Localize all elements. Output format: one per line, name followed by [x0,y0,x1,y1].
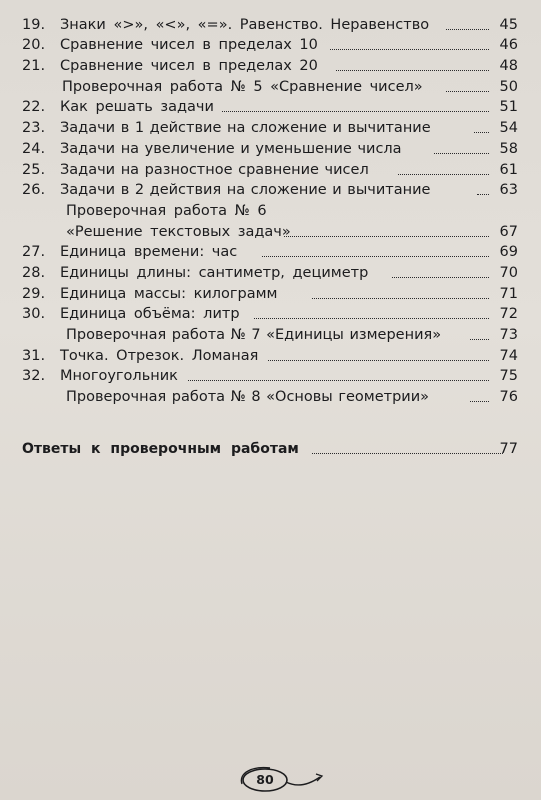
toc-page: 69 [499,244,518,261]
toc-page: 51 [499,99,518,116]
toc-entry-test-6 [0,200,541,221]
toc-entry-19 [0,14,541,35]
toc-page: 48 [499,58,518,75]
toc-entry-27 [0,242,541,263]
toc-number: 31. [22,347,46,364]
dot-leader [312,298,489,299]
dot-leader [330,49,489,50]
toc-title: Задачи в 1 действие на сложение и вычитание [60,120,431,137]
table-of-contents [0,14,541,407]
toc-entry-test-7 [0,324,541,345]
toc-page: 50 [499,78,518,95]
toc-title: Единица массы: килограмм [60,285,278,302]
dot-leader [284,236,489,237]
toc-entry-25 [0,159,541,180]
dot-leader [262,256,489,257]
dot-leader [446,91,489,92]
toc-page: 54 [499,120,518,137]
dot-leader [470,339,489,340]
dot-leader [336,70,489,71]
toc-title: Единица времени: час [60,244,238,261]
toc-number: 21. [22,58,46,75]
toc-page: 46 [499,37,518,54]
toc-number: 29. [22,285,46,302]
toc-title: Точка. Отрезок. Ломаная [60,347,259,364]
toc-page: 75 [499,368,518,385]
toc-page: 74 [499,347,518,364]
toc-page: 67 [499,223,518,240]
toc-number: 26. [22,182,46,199]
toc-page: 70 [499,264,518,281]
dot-leader [470,401,489,402]
dot-leader [268,360,489,361]
toc-entry-30 [0,304,541,325]
toc-number: 23. [22,120,46,137]
toc-entry-29 [0,283,541,304]
toc-page: 77 [499,440,518,457]
toc-entry-28 [0,262,541,283]
toc-number: 32. [22,368,46,385]
toc-page: 58 [499,140,518,157]
toc-entry-23 [0,117,541,138]
toc-number: 30. [22,306,46,323]
dot-leader [434,153,489,154]
toc-title: Проверочная работа № 6 [66,202,267,219]
toc-entry-test-5 [0,76,541,97]
toc-page: 61 [499,161,518,178]
toc-page: 45 [499,16,518,33]
toc-title: Сравнение чисел в пределах 20 [60,58,318,75]
toc-entry-20 [0,35,541,56]
dot-leader [222,111,489,112]
toc-number: 19. [22,16,46,33]
toc-entry-test-6-subtitle [0,221,541,242]
page-number: 80 [256,771,274,787]
toc-title: Проверочная работа № 5 «Сравнение чисел» [62,78,423,95]
toc-title: Знаки «>», «<», «=». Равенство. Неравенство [60,16,430,33]
dot-leader [188,380,489,381]
dot-leader [312,453,503,454]
toc-title: Сравнение чисел в пределах 10 [60,37,318,54]
toc-entry-26 [0,180,541,201]
page-number-ornament [236,764,326,794]
toc-entry-24 [0,138,541,159]
toc-entry-test-8 [0,386,541,407]
toc-entry-answers [0,438,541,459]
toc-number: 28. [22,264,46,281]
dot-leader [477,194,489,195]
toc-entry-32 [0,366,541,387]
toc-entry-22 [0,97,541,118]
toc-title: «Решение текстовых задач» [66,223,291,240]
toc-title: Задачи на увеличение и уменьшение числа [60,140,402,157]
toc-title: Как решать задачи [60,99,214,116]
toc-page: 73 [499,327,518,343]
toc-title: Задачи на разностное сравнение чисел [60,161,369,178]
toc-page: 63 [499,182,518,199]
toc-page: 76 [499,389,518,406]
dot-leader [474,132,489,133]
toc-number: 24. [22,140,46,157]
dot-leader [392,277,489,278]
dot-leader [446,29,489,30]
toc-entry-31 [0,345,541,366]
toc-number: 20. [22,37,46,54]
toc-number: 27. [22,244,46,261]
toc-number: 22. [22,99,46,116]
toc-title: Единицы длины: сантиметр, дециметр [60,264,369,281]
toc-page: 71 [499,285,518,302]
dot-leader [398,174,489,175]
toc-title: Проверочная работа № 8 «Основы геометрии» [66,389,430,406]
toc-page: 72 [499,306,518,323]
toc-title: Задачи в 2 действия на сложение и вычитание [60,182,431,199]
toc-number: 25. [22,161,46,178]
dot-leader [254,318,489,319]
toc-entry-21 [0,55,541,76]
toc-title: Многоугольник [60,368,178,385]
toc-title: Единица объёма: литр [60,306,240,323]
toc-title: Проверочная работа № 7 «Единицы измерения» [66,327,442,343]
toc-title: Ответы к проверочным работам [22,440,299,457]
